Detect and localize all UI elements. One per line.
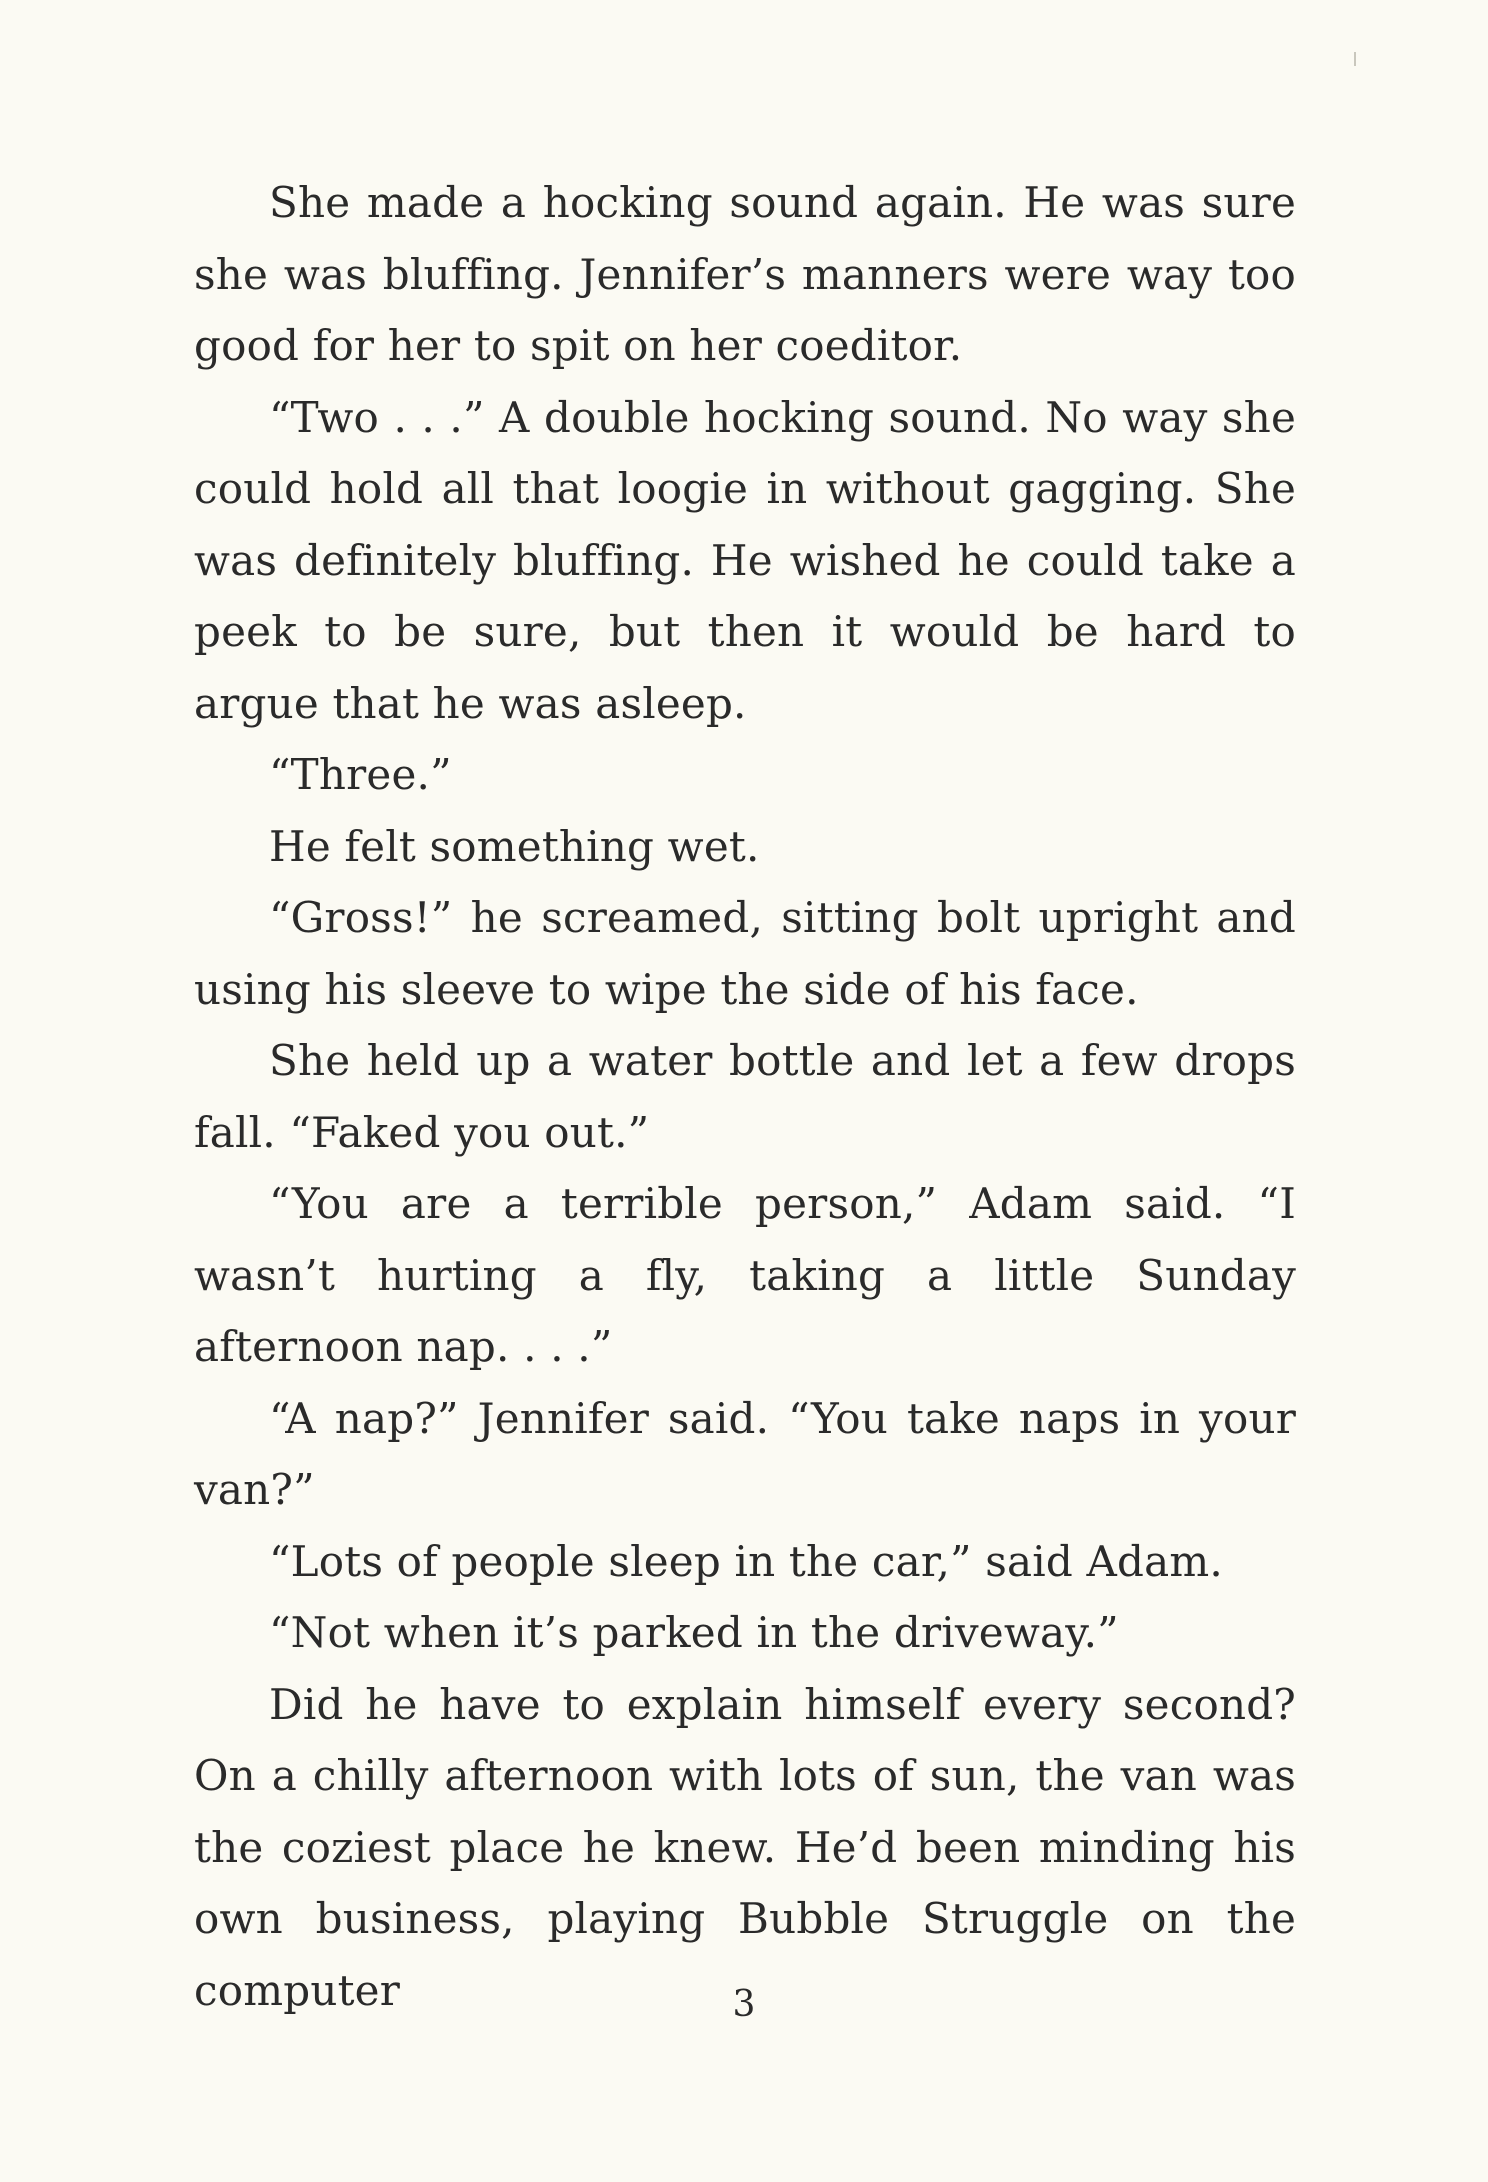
paragraph: He felt something wet. xyxy=(269,821,760,871)
body-text xyxy=(194,167,1296,2026)
paragraph: “Two . . .” A double hocking sound. No way she could hold all that loogie in without gagging. She was definitely bluffing. He wished he could take a peek to be sure, but then it would be hard to argue that he was asleep. xyxy=(194,392,1296,728)
paragraph: “Gross!” he screamed, sitting bolt upright and using his sleeve to wipe the side of his face. xyxy=(194,893,1296,1014)
page-number: 3 xyxy=(732,1984,756,2025)
paragraph: “Lots of people sleep in the car,” said Adam. xyxy=(269,1536,1223,1586)
paragraph: “A nap?” Jennifer said. “You take naps in your van?” xyxy=(194,1393,1296,1514)
paragraph: “You are a terrible person,” Adam said. “I wasn’t hurting a fly, taking a little Sunday afternoon nap. . . .” xyxy=(194,1179,1296,1371)
scan-mark xyxy=(1354,52,1356,66)
paragraph: Did he have to explain himself every second? On a chilly afternoon with lots of sun, the van was the coziest place he knew. He’d been minding his own business, playing Bubble Struggle on the computer xyxy=(194,1679,1296,2015)
paragraph: She made a hocking sound again. He was sure she was bluffing. Jennifer’s manners were way too good for her to spit on her coeditor. xyxy=(194,178,1296,370)
paragraph: She held up a water bottle and let a few drops fall. “Faked you out.” xyxy=(194,1036,1296,1157)
paragraph: “Not when it’s parked in the driveway.” xyxy=(269,1608,1119,1657)
paragraph: “Three.” xyxy=(269,750,452,799)
